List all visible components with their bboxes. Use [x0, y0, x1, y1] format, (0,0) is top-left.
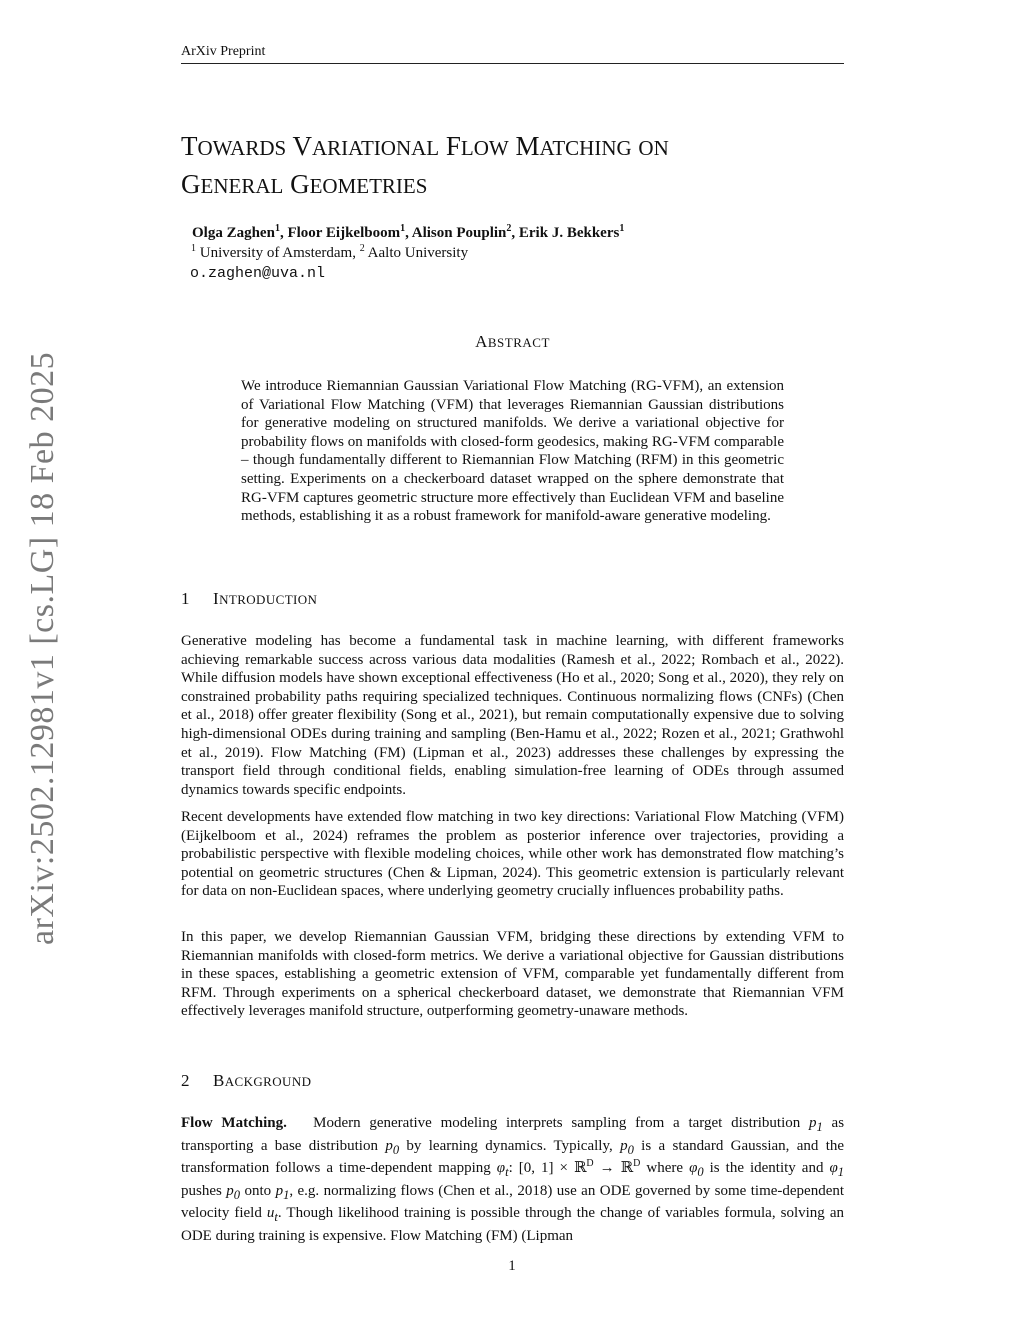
page-number: 1 — [508, 1258, 516, 1274]
arxiv-side-stamp: arXiv:2502.12981v1 [cs.LG] 18 Feb 2025 — [24, 351, 61, 945]
contact-email[interactable]: o.zaghen@uva.nl — [190, 265, 326, 282]
abstract-heading: ABSTRACT — [475, 332, 550, 351]
author-name: Erik J. Bekkers — [518, 225, 620, 241]
paper-title — [181, 128, 844, 204]
section-heading-background: 2 BACKGROUND — [181, 1071, 312, 1090]
title-line-2: GENERAL GEOMETRIES — [181, 169, 428, 199]
abstract-text: We introduce Riemannian Gaussian Variational Flow Matching (RG-VFM), an extension of Variational Flow Matching (VFM) that leverages Riemannian Gaussian distributions for generative modeling on structured manifolds. We derive a variational objective for probability flows on manifolds with closed-form geodesics, making RG-VFM comparable – though fundamentally different to Riemannian Flow Matching (RFM) in this geometric setting. Experiments on a checkerboard dataset wrapped on the sphere demonstrate that RG-VFM captures geometric structure more effectively than Euclidean VFM and baseline methods, establishing it as a robust framework for manifold-aware generative modeling. — [241, 378, 784, 525]
paragraph-lead: Flow Matching. — [181, 1115, 287, 1131]
author-name: Olga Zaghen — [192, 225, 275, 241]
affiliations: $^1$ University of Amsterdam, $^2$ Aalto University — [191, 243, 469, 261]
intro-paragraph: Recent developments have extended flow matching in two key directions: Variational Flow Matching (VFM) (Eijkelboom et al., 2024) reframes the problem as posterior inference over trajectories, providing a probabilistic perspective with flexible modeling choices, while other work has demonstrated flow matching’s potential on geometric structures (Chen & Lipman, 2024). This geometric extension is particularly relevant for data on non-Euclidean spaces, where underlying geometry crucially influences probability paths. — [181, 809, 844, 900]
background-paragraph: Flow Matching. Modern generative modeling interprets sampling from a target distribution $p_1$ as transporting a base distribution $p_0$ by learning dynamics. Typically, $p_0$ is a standard Gaussian, and the transformation follows a time-dependent mapping $\varphi_t$: [0, 1] × ℝ$^D$ → ℝ$^D$ where $\varphi_0$ is the identity and $\varphi_1$ pushes $p_0$ onto $p_1$, e.g. normalizing flows (Chen et al., 2018) use an ODE governed by some time-dependent velocity field $u_t$. Though likelihood training is possible through the change of variables formula, solving an ODE during training is expensive. Flow Matching (FM) (Lipman — [181, 1115, 845, 1244]
section-heading-introduction: 1 INTRODUCTION — [181, 589, 318, 608]
intro-paragraph: Generative modeling has become a fundamental task in machine learning, with different frameworks achieving remarkable success across various data modalities (Ramesh et al., 2022; Rombach et al., 2022). While diffusion models have shown exceptional effectiveness (Ho et al., 2020; Song et al., 2020), they rely on constrained probability paths requiring specialized techniques. Continuous normalizing flows (CNFs) (Chen et al., 2018) offer greater flexibility (Song et al., 2021), but remain computationally expensive due to solving high-dimensional ODEs during training and sampling (Ben-Hamu et al., 2022; Rozen et al., 2021; Grathwohl et al., 2019). Flow Matching (FM) (Lipman et al., 2023) addresses these challenges by expressing the transport field through conditional fields, enabling simulation-free learning of ODEs through assumed dynamics towards specific endpoints. — [181, 633, 844, 798]
author-list: Olga Zaghen$^1$, Floor Eijkelboom$^1$, Alison Pouplin$^2$, Erik J. Bekkers$^1$ — [192, 223, 625, 241]
title-line-1: TOWARDS VARIATIONAL FLOW MATCHING ON — [181, 131, 669, 161]
running-head: ArXiv Preprint — [181, 44, 844, 64]
intro-paragraph: In this paper, we develop Riemannian Gaussian VFM, bridging these directions by extending VFM to Riemannian manifolds with closed-form metrics. We derive a variational objective for Gaussian distributions in these spaces, establishing a geometric extension of VFM, comparable yet fundamentally different from RFM. Through experiments on a spherical checkerboard dataset, we demonstrate that Riemannian VFM effectively leverages manifold structure, outperforming geometry-unaware methods. — [181, 929, 844, 1020]
author-name: Floor Eijkelboom — [287, 225, 401, 241]
author-name: Alison Pouplin — [411, 225, 507, 241]
